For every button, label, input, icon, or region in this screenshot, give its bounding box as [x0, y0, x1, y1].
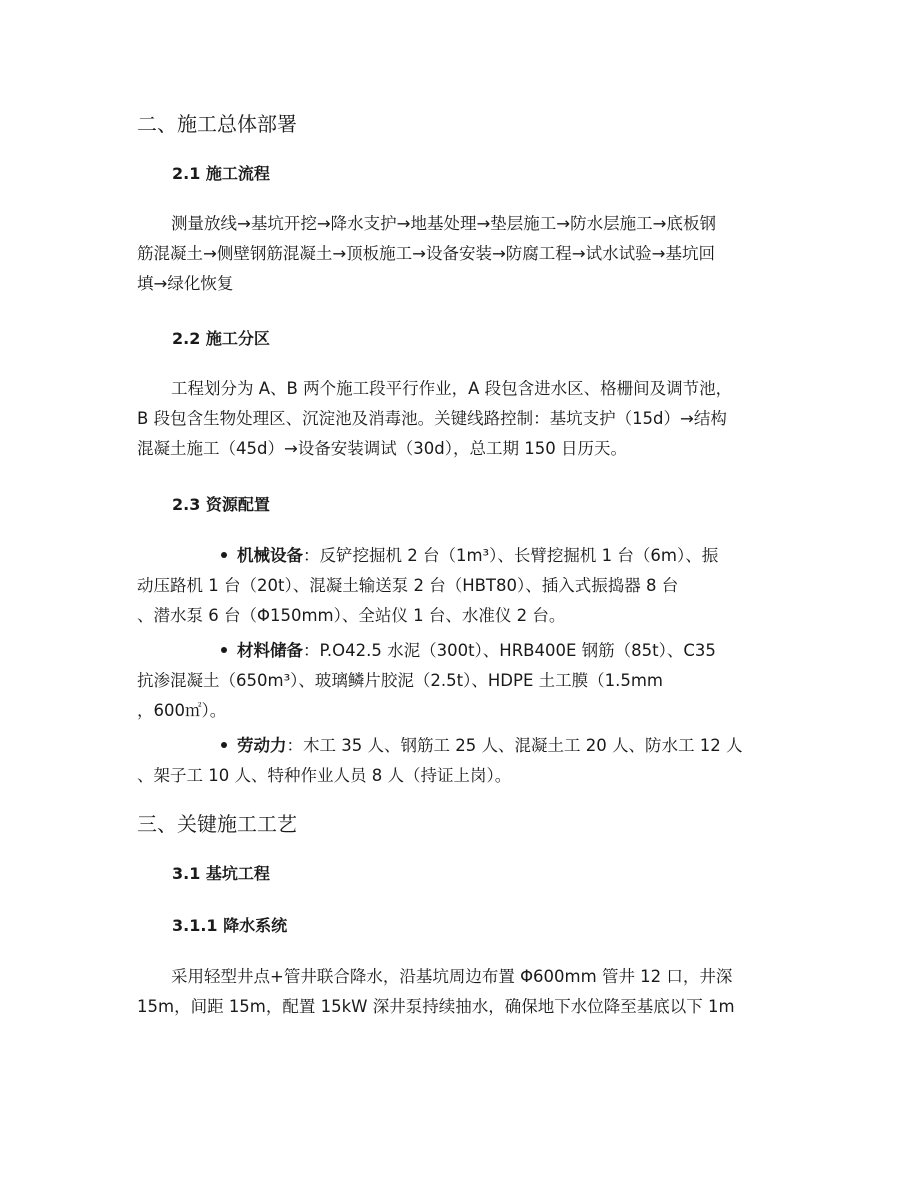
bullet-line: 动压路机 1 台（20t）、混凝土输送泵 2 台（HBT80）、插入式振捣器 8 台 [137, 576, 679, 595]
bullet-label: 材料储备 [237, 641, 303, 660]
bullet-item-materials [137, 636, 797, 726]
bullet-item-labor [137, 731, 797, 791]
paragraph-line: B 段包含生物处理区、沉淀池及消毒池。关键线路控制：基坑支护（15d）→结构 [137, 409, 727, 428]
paragraph-line: 混凝土施工（45d）→设备安装调试（30d），总工期 150 日历天。 [137, 439, 627, 458]
section-3-1-heading: 3.1 基坑工程 [172, 864, 270, 883]
bullet-item-machinery [137, 541, 797, 631]
bullet-text: ：木工 35 人、钢筋工 25 人、混凝土工 20 人、防水工 12 人 [286, 736, 743, 755]
bullet-label: 劳动力 [237, 736, 287, 755]
section-3-1-1-heading: 3.1.1 降水系统 [172, 916, 288, 935]
section-3-1-1-paragraph [137, 962, 787, 1022]
bullet-line: 抗渗混凝土（650m³）、玻璃鳞片胶泥（2.5t）、HDPE 土工膜（1.5mm [137, 671, 664, 690]
section-2-2-paragraph [137, 374, 787, 464]
bullet-text: ：P.O42.5 水泥（300t）、HRB400E 钢筋（85t）、C35 [303, 641, 716, 660]
bullet-line: ，600㎡）。 [137, 701, 227, 720]
paragraph-line: 工程划分为 A、B 两个施工段平行作业，A 段包含进水区、格栅间及调节池， [171, 379, 733, 398]
paragraph-line: 筋混凝土→侧壁钢筋混凝土→顶板施工→设备安装→防腐工程→试水试验→基坑回 [137, 244, 715, 263]
paragraph-line: 测量放线→基坑开挖→降水支护→地基处理→垫层施工→防水层施工→底板钢 [171, 214, 716, 233]
bullet-dot-icon [221, 742, 227, 748]
section-2-1-heading: 2.1 施工流程 [172, 164, 270, 183]
bullet-dot-icon [221, 552, 227, 558]
bullet-text: ：反铲挖掘机 2 台（1m³）、长臂挖掘机 1 台（6m）、振 [303, 546, 719, 565]
bullet-line: 、架子工 10 人、特种作业人员 8 人（持证上岗）。 [137, 766, 512, 785]
section-2-2-heading: 2.2 施工分区 [172, 329, 270, 348]
section-2-heading: 二、施工总体部署 [137, 112, 297, 136]
section-2-3-heading: 2.3 资源配置 [172, 495, 270, 514]
bullet-label: 机械设备 [237, 546, 303, 565]
bullet-line: 、潜水泵 6 台（Φ150mm）、全站仪 1 台、水准仪 2 台。 [137, 606, 566, 625]
bullet-dot-icon [221, 647, 227, 653]
section-3-heading: 三、关键施工工艺 [137, 812, 297, 836]
section-2-1-paragraph [137, 209, 787, 299]
paragraph-line: 采用轻型井点+管井联合降水，沿基坑周边布置 Φ600mm 管井 12 口，井深 [171, 967, 733, 986]
paragraph-line: 15m，间距 15m，配置 15kW 深井泵持续抽水，确保地下水位降至基底以下 1m [137, 997, 735, 1016]
paragraph-line: 填→绿化恢复 [137, 274, 234, 293]
